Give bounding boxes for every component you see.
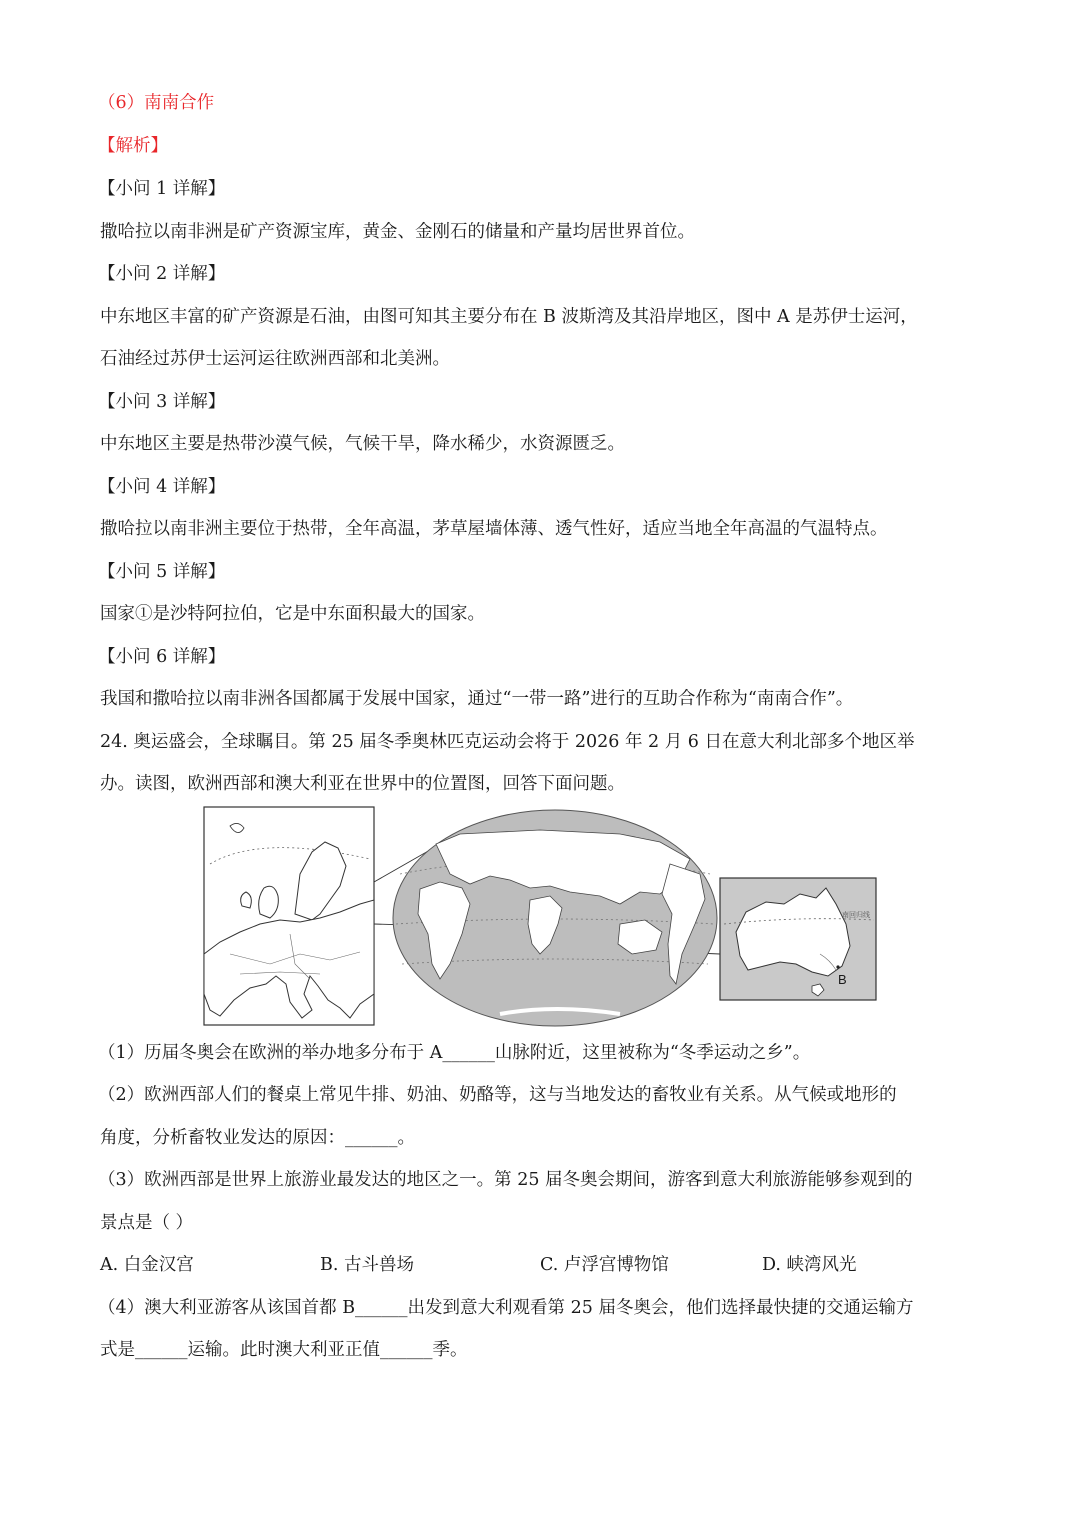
world-position-map — [200, 804, 880, 1032]
section-text-2b: 石油经过苏伊士运河运往欧洲西部和北美洲。 — [100, 349, 450, 369]
section-text-4: 撒哈拉以南非洲主要位于热带，全年高温，茅草屋墙体薄、透气性好，适应当地全年高温的气温特点。 — [100, 519, 888, 539]
section-text-6: 我国和撒哈拉以南非洲各国都属于发展中国家，通过“一带一路”进行的互助合作称为“南南合作”。 — [100, 689, 854, 709]
section-text-2a: 中东地区丰富的矿产资源是石油，由图可知其主要分布在 B 波斯湾及其沿岸地区，图中 A 是苏伊士运河， — [100, 307, 918, 327]
world-map — [393, 810, 717, 1026]
europe-inset-map — [204, 807, 374, 1025]
question-24-1: （1）历届冬奥会在欧洲的举办地多分布于 A______山脉附近，这里被称为“冬季运动之乡”。 — [98, 1043, 811, 1063]
question-24-stem-a: 24. 奥运盛会，全球瞩目。第 25 届冬季奥林匹克运动会将于 2026 年 2 月 6 日在意大利北部多个地区举 — [100, 732, 915, 752]
section-heading-6: 【小问 6 详解】 — [98, 647, 226, 667]
option-b: B. 古斗兽场 — [320, 1255, 414, 1275]
map-label-b: B — [838, 972, 847, 987]
question-24-2a: （2）欧洲西部人们的餐桌上常见牛排、奶油、奶酪等，这与当地发达的畜牧业有关系。从气候或地形的 — [98, 1085, 897, 1105]
question-24-4b: 式是______运输。此时澳大利亚正值______季。 — [100, 1340, 468, 1360]
analysis-heading: 【解析】 — [98, 136, 168, 156]
section-heading-1: 【小问 1 详解】 — [98, 179, 226, 199]
section-heading-2: 【小问 2 详解】 — [98, 264, 226, 284]
question-24-2b: 角度，分析畜牧业发达的原因：______。 — [100, 1128, 415, 1148]
map-label-tropic: 南回归线 — [842, 912, 870, 919]
question-24-stem-b: 办。读图，欧洲西部和澳大利亚在世界中的位置图，回答下面问题。 — [100, 774, 625, 794]
answer-6: （6）南南合作 — [98, 93, 215, 113]
section-heading-3: 【小问 3 详解】 — [98, 392, 226, 412]
question-24-3b: 景点是（ ） — [100, 1213, 194, 1233]
question-24-4a: （4）澳大利亚游客从该国首都 B______出发到意大利观看第 25 届冬奥会，他们选择最快捷的交通运输方 — [98, 1298, 914, 1318]
question-24-3a: （3）欧洲西部是世界上旅游业最发达的地区之一。第 25 届冬奥会期间，游客到意大利旅游能够参观到的 — [98, 1170, 913, 1190]
option-a: A. 白金汉宫 — [100, 1255, 194, 1275]
option-c: C. 卢浮宫博物馆 — [540, 1255, 669, 1275]
section-heading-5: 【小问 5 详解】 — [98, 562, 226, 582]
australia-inset-map — [720, 878, 876, 1000]
section-heading-4: 【小问 4 详解】 — [98, 477, 226, 497]
section-text-1: 撒哈拉以南非洲是矿产资源宝库，黄金、金刚石的储量和产量均居世界首位。 — [100, 222, 695, 242]
option-d: D. 峡湾风光 — [762, 1255, 857, 1275]
section-text-5: 国家①是沙特阿拉伯，它是中东面积最大的国家。 — [100, 604, 485, 624]
section-text-3: 中东地区主要是热带沙漠气候，气候干旱，降水稀少，水资源匮乏。 — [100, 434, 625, 454]
